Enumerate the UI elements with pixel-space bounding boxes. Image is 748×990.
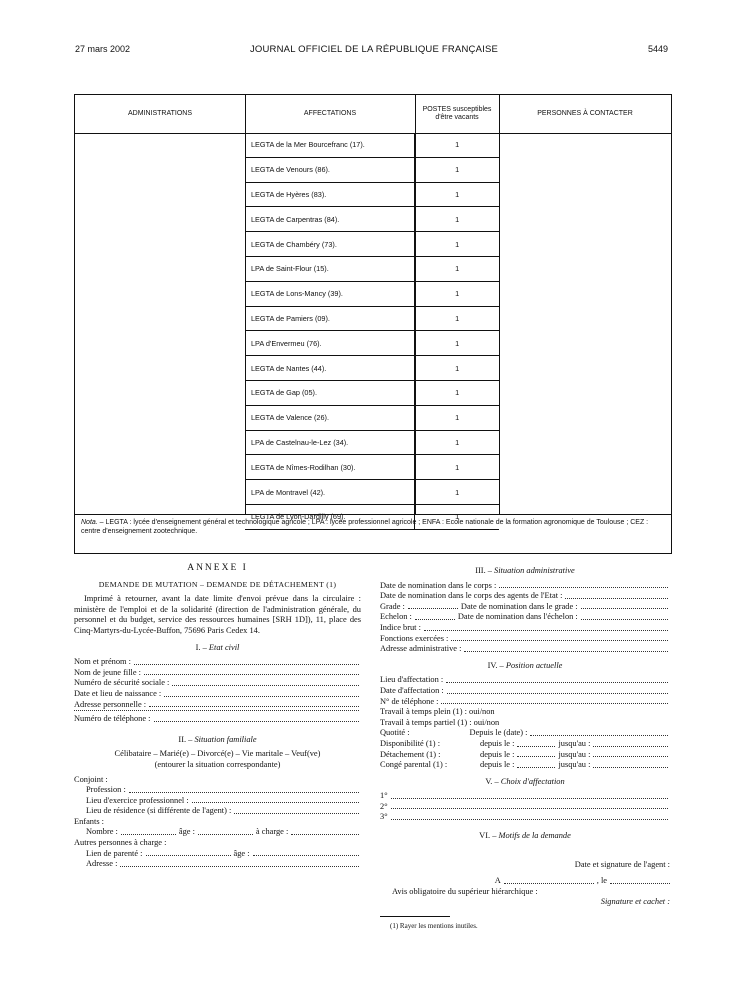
situation-options[interactable]: Célibataire – Marié(e) – Divorcé(e) – Vie maritale – Veuf(ve) <box>114 749 321 759</box>
field-adresse-admin[interactable]: Adresse administrative : <box>380 644 670 655</box>
field-echelon[interactable]: Echelon : Date de nomination dans l'échelon : <box>380 612 670 623</box>
footnote: (1) Rayer les mentions inutiles. <box>390 922 478 931</box>
field-date-nomination-agents[interactable]: Date de nomination dans le corps des agents de l'Etat : <box>380 591 670 602</box>
header-date: 27 mars 2002 <box>75 44 131 54</box>
annexe-title: ANNEXE I <box>187 563 248 573</box>
postes-cell: 1 <box>414 133 499 157</box>
affectation-cell: LEGTA de Lons-Mancy (39). <box>251 289 343 299</box>
table-row <box>245 406 499 431</box>
field-choix-2[interactable]: 2° <box>380 802 670 813</box>
field-profession[interactable]: Profession : <box>74 785 361 796</box>
field-indice[interactable]: Indice brut : <box>380 623 670 634</box>
field-lieu-affectation[interactable]: Lieu d'affectation : <box>380 675 670 686</box>
field-detachement[interactable]: Détachement (1) : depuis le : jusqu'au : <box>380 750 670 761</box>
section-situation-familiale: II. – Situation familiale <box>178 734 257 744</box>
table-row <box>245 232 499 257</box>
field-lieu-exercice[interactable]: Lieu d'exercice professionnel : <box>74 796 361 807</box>
field-secu[interactable]: Numéro de sécurité sociale : <box>74 678 361 689</box>
table-note <box>75 514 671 536</box>
section-etat-civil: I. – Etat civil <box>195 642 240 652</box>
field-choix-3[interactable]: 3° <box>380 812 670 823</box>
avis-label: Avis obligatoire du supérieur hiérarchique : <box>392 886 538 896</box>
postes-cell: 1 <box>414 183 499 207</box>
field-enfants-detail[interactable]: Nombre : âge : à charge : <box>74 827 361 838</box>
affectation-cell: LEGTA de Pamiers (09). <box>251 313 330 323</box>
table-row <box>245 133 499 158</box>
field-disponibilite[interactable]: Disponibilité (1) : depuis le : jusqu'au : <box>380 739 670 750</box>
table-row <box>245 381 499 406</box>
affectation-cell: LEGTA de Venours (86). <box>251 165 330 175</box>
footnote-rule <box>380 916 450 917</box>
table-row <box>245 480 499 505</box>
table-row <box>245 431 499 456</box>
table-row <box>245 356 499 381</box>
section-choix-affectation: V. – Choix d'affectation <box>485 776 565 786</box>
col-header-postes: POSTES susceptibles d'être vacants <box>422 106 492 121</box>
affectations-table <box>74 94 672 554</box>
col-header-administrations: ADMINISTRATIONS <box>127 110 193 117</box>
field-enfants: Enfants : <box>74 816 105 826</box>
field-temps-plein[interactable]: Travail à temps plein (1) : oui/non <box>380 707 495 717</box>
affectation-cell: LEGTA de Nîmes-Rodilhan (30). <box>251 462 356 472</box>
postes-cell: 1 <box>414 480 499 504</box>
postes-cell: 1 <box>414 207 499 231</box>
section-situation-administrative: III. – Situation administrative <box>475 566 575 575</box>
postes-cell: 1 <box>414 406 499 430</box>
field-grade[interactable]: Grade : Date de nomination dans le grade : <box>380 602 670 613</box>
section-motifs: VI. – Motifs de la demande <box>479 831 571 841</box>
form-left-column <box>74 563 361 870</box>
affectation-cell: LPA de Montravel (42). <box>251 487 326 497</box>
field-telephone[interactable]: Numéro de téléphone : <box>74 714 361 725</box>
affectation-cell: LEGTA de Chambéry (73). <box>251 239 337 249</box>
table-row <box>245 207 499 232</box>
postes-cell: 1 <box>414 257 499 281</box>
field-naissance[interactable]: Date et lieu de naissance : <box>74 689 361 700</box>
affectation-cell: LEGTA de Lyon-Dardilly (69). <box>251 512 346 522</box>
col-header-affectations: AFFECTATIONS <box>303 110 357 117</box>
postes-cell: 1 <box>414 158 499 182</box>
col-divider <box>499 95 500 514</box>
field-telephone-pro[interactable]: N° de téléphone : <box>380 697 670 708</box>
postes-cell: 1 <box>414 381 499 405</box>
field-date-nomination-corps[interactable]: Date de nomination dans le corps : <box>380 581 670 592</box>
affectation-cell: LEGTA de la Mer Bourcefranc (17). <box>251 140 365 150</box>
affectation-cell: LPA de Castelnau-le-Lez (34). <box>251 437 349 447</box>
field-adresse-perso[interactable]: Adresse personnelle : <box>74 700 361 711</box>
field-date-affectation[interactable]: Date d'affectation : <box>380 686 670 697</box>
field-fonctions[interactable]: Fonctions exercées : <box>380 634 670 645</box>
postes-cell: 1 <box>414 455 499 479</box>
form-right-column <box>380 566 670 932</box>
field-lieu-residence[interactable]: Lieu de résidence (si différente de l'agent) : <box>74 806 361 817</box>
table-row <box>245 257 499 282</box>
table-row <box>245 331 499 356</box>
affectation-cell: LPA de Saint-Flour (15). <box>251 264 329 274</box>
postes-cell: 1 <box>414 505 499 529</box>
field-lieu-date[interactable]: A , le <box>380 876 670 887</box>
col-header-personnes: PERSONNES À CONTACTER <box>537 110 633 117</box>
field-conjoint: Conjoint : <box>74 774 108 784</box>
field-lien-parente[interactable]: Lien de parenté : âge : <box>74 849 361 860</box>
table-row <box>245 455 499 480</box>
field-adresse[interactable]: Adresse : <box>74 859 361 870</box>
date-signature-label: Date et signature de l'agent : <box>574 859 670 869</box>
table-row <box>245 183 499 208</box>
section-position-actuelle: IV. – Position actuelle <box>487 660 563 670</box>
intro-paragraph: Imprimé à retourner, avant la date limite d'envoi prévue dans la circulaire : ministère de l'emploi et de la solidarité (direction de l'administration générale, du personnel et du budget, service des ressources humaines [SRH 1D]), 11, place des Cinq-Martyrs-du-Lycée-Buffon, 75696 Paris Cedex 14. <box>74 594 361 635</box>
field-temps-partiel[interactable]: Travail à temps partiel (1) : oui/non <box>380 717 500 727</box>
table-row <box>245 282 499 307</box>
field-choix-1[interactable]: 1° <box>380 791 670 802</box>
affectation-cell: LEGTA de Gap (05). <box>251 388 317 398</box>
journal-title: JOURNAL OFFICIEL DE LA RÉPUBLIQUE FRANÇAISE <box>249 44 499 55</box>
field-quotite[interactable]: Quotité : Depuis le (date) : <box>380 728 670 739</box>
postes-cell: 1 <box>414 331 499 355</box>
table-row <box>245 158 499 183</box>
affectation-cell: LPA d'Envermeu (76). <box>251 338 322 348</box>
table-body <box>245 133 499 530</box>
field-nom-prenom[interactable]: Nom et prénom : <box>74 657 361 668</box>
situation-hint: (entourer la situation correspondante) <box>154 759 281 769</box>
page-number: 5449 <box>647 44 668 54</box>
postes-cell: 1 <box>414 356 499 380</box>
note-text: – LEGTA : lycée d'enseignement général et technologique agricole ; LPA : lycée professionnel agricole ; ENFA : Ecole nationale de la formation agronomique de Toulouse ; CEZ : centre d'enseignement zootechnique. <box>81 519 649 535</box>
field-autres-personnes: Autres personnes à charge : <box>74 838 167 848</box>
affectation-cell: LEGTA de Hyères (83). <box>251 189 327 199</box>
demande-title: DEMANDE DE MUTATION – DEMANDE DE DÉTACHEMENT (1) <box>98 579 337 589</box>
affectation-cell: LEGTA de Carpentras (84). <box>251 214 340 224</box>
postes-cell: 1 <box>414 282 499 306</box>
postes-cell: 1 <box>414 307 499 331</box>
field-conge-parental[interactable]: Congé parental (1) : depuis le : jusqu'au : <box>380 760 670 771</box>
postes-cell: 1 <box>414 232 499 256</box>
note-label: Nota. <box>81 519 98 526</box>
signature-cachet-label: Signature et cachet : <box>600 897 670 907</box>
field-nom-jeune-fille[interactable]: Nom de jeune fille : <box>74 668 361 679</box>
affectation-cell: LEGTA de Valence (26). <box>251 413 330 423</box>
postes-cell: 1 <box>414 431 499 455</box>
table-row <box>245 307 499 332</box>
affectation-cell: LEGTA de Nantes (44). <box>251 363 327 373</box>
